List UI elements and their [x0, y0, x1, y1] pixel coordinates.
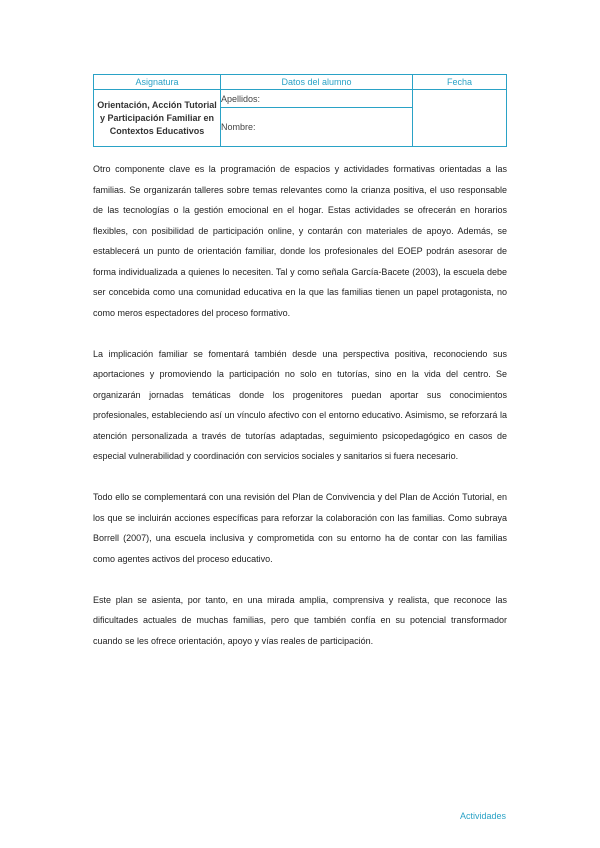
col-subject-header: Asignatura	[94, 75, 221, 90]
document-body	[93, 159, 507, 672]
paragraph: Todo ello se complementará con una revisión del Plan de Convivencia y del Plan de Acción Tutorial, en los que se incluirán acciones específicas para reforzar la colaboración con las familias. Como subraya Borrell (2007), una escuela inclusiva y comprometida con su entorno ha de contar con las familias como agentes activos del proceso educativo.	[93, 492, 507, 564]
paragraph: Este plan se asienta, por tanto, en una mirada amplia, comprensiva y realista, que reconoce las dificultades actuales de muchas familias, pero que también confía en su potencial transformador cuando se les ofrece orientación, apoyo y vías reales de participación.	[93, 594, 507, 646]
date-field[interactable]	[413, 90, 507, 147]
surname-field[interactable]: Apellidos:	[221, 90, 413, 108]
header-row	[94, 75, 507, 90]
subject-cell: Orientación, Acción Tutorial y Participación Familiar en Contextos Educativos	[94, 90, 221, 147]
surname-row	[94, 90, 507, 108]
col-student-header: Datos del alumno	[221, 75, 413, 90]
paragraph: Otro componente clave es la programación de espacios y actividades formativas orientadas a las familias. Se organizarán talleres sobre temas relevantes como la crianza positiva, el uso responsable de las tecnologías o la gestión emocional en el hogar. Estas actividades se ofrecerán en horarios flexibles, con posibilidad de participación online, y contarán con materiales de apoyo. Además, se establecerá un punto de orientación familiar, donde los profesionales del EOEP podrán asesorar de forma individualizada a quienes lo necesiten. Tal y como señala García-Bacete (2003), la escuela debe ser concebida como una comunidad educativa en la que las familias tienen un papel protagonista, no como meros espectadores del proceso formativo.	[93, 164, 507, 318]
header-table	[93, 74, 507, 147]
paragraph: La implicación familiar se fomentará también desde una perspectiva positiva, reconociendo sus aportaciones y promoviendo la participación no solo en tutorías, sino en la vida del centro. Se organizarán jornadas temáticas donde los progenitores puedan aportar sus conocimientos profesionales, estableciendo así un vínculo afectivo con el entorno educativo. Asimismo, se reforzará la atención personalizada a través de tutorías adaptadas, seguimiento psicopedagógico en casos de especial vulnerabilidad y coordinación con servicios sociales y sanitarios si fuera necesario.	[93, 348, 507, 461]
name-field[interactable]: Nombre:	[221, 108, 413, 147]
activities-link[interactable]: Actividades	[459, 811, 506, 821]
col-date-header: Fecha	[413, 75, 507, 90]
